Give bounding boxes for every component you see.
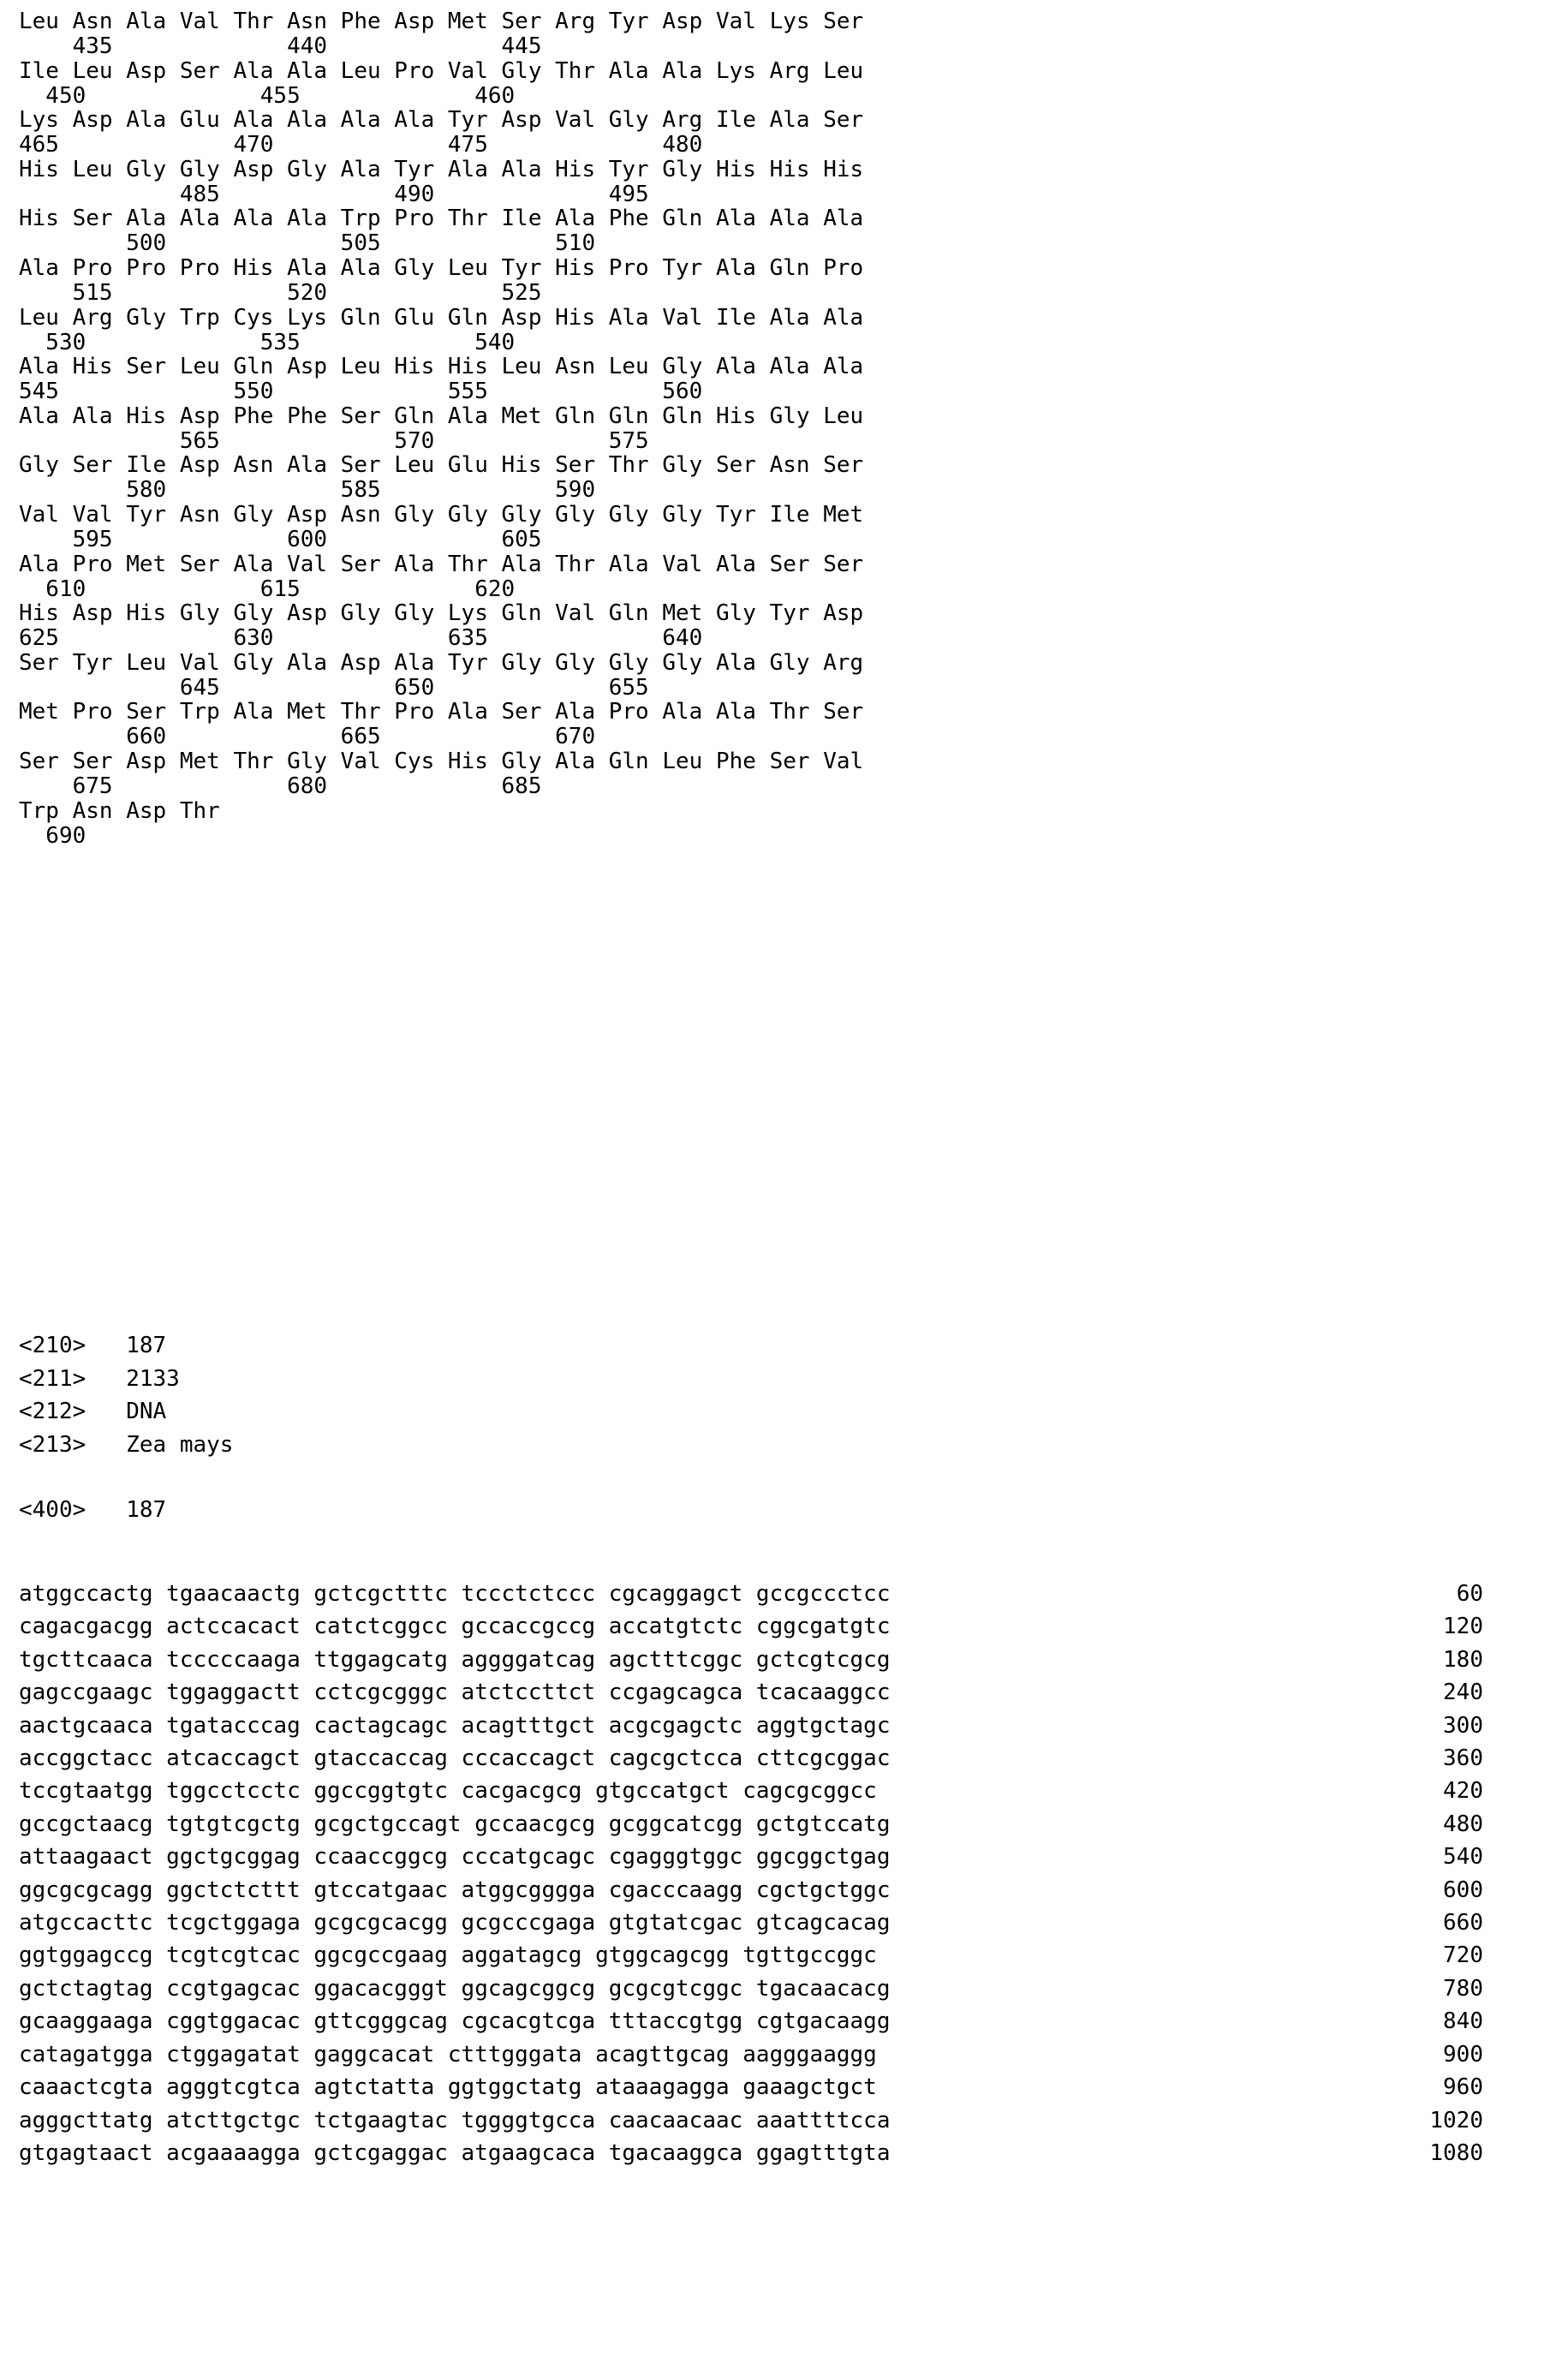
residue-line: Trp Asn Asp Thr: [19, 797, 220, 824]
residue-line: Ile Leu Asp Ser Ala Ala Leu Pro Val Gly Thr Ala Ala Lys Arg Leu: [19, 57, 864, 84]
residue-number-line: 580 585 590: [19, 477, 596, 504]
residue-line: Ala Pro Pro Pro His Ala Ala Gly Leu Tyr His Pro Tyr Ala Gln Pro: [19, 254, 864, 281]
dna-position-number: 120: [1443, 1614, 1483, 1640]
residue-number-line: 690: [19, 822, 86, 849]
dna-sequence-text: atggccactg tgaacaactg gctcgctttc tccctctccc cgcaggagct gccgccctcc: [19, 1581, 891, 1607]
protein-row: [19, 354, 1389, 403]
dna-position-number: 1020: [1429, 2107, 1483, 2133]
residue-number-line: 610 615 620: [19, 576, 516, 602]
protein-row: [19, 452, 1389, 502]
meta-line-210: <210> 187: [19, 1333, 167, 1358]
dna-position-number: 60: [1456, 1581, 1483, 1607]
dna-sequence-text: gccgctaacg tgtgtcgctg gcgctgccagt gccaacgcg gcggcatcgg gctgtccatg: [19, 1811, 891, 1837]
protein-sequence-block: [19, 9, 1389, 847]
dna-position-number: 840: [1443, 2008, 1483, 2035]
protein-row: [19, 9, 1389, 58]
protein-row: [19, 305, 1389, 355]
dna-row: [19, 2005, 1526, 2038]
dna-sequence-text: agggcttatg atcttgctgc tctgaagtac tggggtgcca caacaacaac aaattttcca: [19, 2107, 891, 2133]
residue-line: His Ser Ala Ala Ala Ala Trp Pro Thr Ile Ala Phe Gln Ala Ala Ala: [19, 206, 864, 232]
residue-line: Leu Asn Ala Val Thr Asn Phe Asp Met Ser Arg Tyr Asp Val Lys Ser: [19, 9, 864, 34]
residue-number-line: 565 570 575: [19, 427, 649, 454]
dna-row: [19, 1610, 1526, 1643]
sequence-metadata-block: [19, 1329, 233, 1527]
residue-line: Gly Ser Ile Asp Asn Ala Ser Leu Glu His Ser Thr Gly Ser Asn Ser: [19, 452, 864, 479]
residue-line: Val Val Tyr Asn Gly Asp Asn Gly Gly Gly Gly Gly Gly Tyr Ile Met: [19, 501, 864, 528]
dna-row: [19, 1710, 1526, 1742]
dna-sequence-text: tgcttcaaca tcccccaaga ttggagcatg aggggatcag agctttcggc gctcgtcgcg: [19, 1646, 891, 1673]
protein-row: [19, 798, 1389, 848]
residue-number-line: 530 535 540: [19, 329, 516, 355]
dna-sequence-text: ggcgcgcagg ggctctcttt gtccatgaac atggcgggga cgacccaagg cgctgctggc: [19, 1877, 891, 1903]
sequence-header-400: <400> 187: [19, 1497, 167, 1523]
dna-sequence-text: tccgtaatgg tggcctcctc ggccggtgtc cacgacgcg gtgccatgct cagcgcggcc: [19, 1778, 877, 1805]
residue-line: Ser Ser Asp Met Thr Gly Val Cys His Gly Ala Gln Leu Phe Ser Val: [19, 748, 864, 774]
dna-row: [19, 1644, 1526, 1676]
residue-number-line: 545 550 555 560: [19, 379, 703, 405]
dna-position-number: 480: [1443, 1811, 1483, 1837]
residue-line: Met Pro Ser Trp Ala Met Thr Pro Ala Ser Ala Pro Ala Ala Thr Ser: [19, 699, 864, 725]
dna-position-number: 240: [1443, 1680, 1483, 1706]
residue-line: Ala His Ser Leu Gln Asp Leu His His Leu Asn Leu Gly Ala Ala Ala: [19, 354, 864, 380]
dna-row: [19, 1578, 1526, 1610]
residue-number-line: 435 440 445: [19, 33, 542, 59]
residue-line: Ala Pro Met Ser Ala Val Ser Ala Thr Ala Thr Ala Val Ala Ser Ser: [19, 551, 864, 577]
dna-sequence-block: [19, 1578, 1526, 2169]
dna-position-number: 900: [1443, 2041, 1483, 2068]
residue-line: His Asp His Gly Gly Asp Gly Gly Lys Gln Val Gln Met Gly Tyr Asp: [19, 600, 864, 627]
dna-row: [19, 1742, 1526, 1775]
protein-row: [19, 157, 1389, 206]
dna-row: [19, 1808, 1526, 1841]
residue-line: Ser Tyr Leu Val Gly Ala Asp Ala Tyr Gly Gly Gly Gly Ala Gly Arg: [19, 649, 864, 676]
meta-line-212: <212> DNA: [19, 1399, 167, 1424]
dna-sequence-text: gcaaggaaga cggtggacac gttcgggcag cgcacgtcga tttaccgtgg cgtgacaagg: [19, 2008, 891, 2035]
dna-row: [19, 1841, 1526, 1873]
dna-position-number: 720: [1443, 1942, 1483, 1969]
residue-line: Ala Ala His Asp Phe Phe Ser Gln Ala Met Gln Gln Gln His Gly Leu: [19, 403, 864, 429]
residue-number-line: 450 455 460: [19, 82, 516, 109]
dna-position-number: 540: [1443, 1844, 1483, 1871]
dna-sequence-text: atgccacttc tcgctggaga gcgcgcacgg gcgcccgaga gtgtatcgac gtcagcacag: [19, 1910, 891, 1936]
protein-row: [19, 749, 1389, 798]
residue-number-line: 645 650 655: [19, 674, 649, 701]
dna-position-number: 300: [1443, 1712, 1483, 1739]
residue-number-line: 625 630 635 640: [19, 625, 703, 652]
dna-row: [19, 1972, 1526, 2005]
dna-position-number: 420: [1443, 1778, 1483, 1805]
dna-sequence-text: cagacgacgg actccacact catctcggcc gccaccgccg accatgtctc cggcgatgtc: [19, 1614, 891, 1640]
protein-row: [19, 600, 1389, 650]
dna-sequence-text: gtgagtaact acgaaaagga gctcgaggac atgaagcaca tgacaaggca ggagtttgta: [19, 2139, 891, 2166]
protein-row: [19, 552, 1389, 601]
dna-position-number: 780: [1443, 1975, 1483, 2002]
meta-line-211: <211> 2133: [19, 1365, 180, 1392]
dna-row: [19, 1906, 1526, 1939]
dna-position-number: 360: [1443, 1745, 1483, 1772]
dna-row: [19, 1939, 1526, 1972]
residue-line: Lys Asp Ala Glu Ala Ala Ala Ala Tyr Asp Val Gly Arg Ile Ala Ser: [19, 107, 864, 134]
dna-row: [19, 1676, 1526, 1709]
protein-row: [19, 206, 1389, 255]
dna-sequence-text: aactgcaaca tgatacccag cactagcagc acagtttgct acgcgagctc aggtgctagc: [19, 1712, 891, 1739]
dna-sequence-text: caaactcgta agggtcgtca agtctatta ggtggctatg ataaagagga gaaagctgct: [19, 2074, 877, 2101]
dna-sequence-text: gagccgaagc tggaggactt cctcgcgggc atctccttct ccgagcagca tcacaaggcc: [19, 1680, 891, 1706]
dna-row: [19, 2137, 1526, 2169]
dna-position-number: 1080: [1429, 2139, 1483, 2166]
residue-number-line: 675 680 685: [19, 773, 542, 799]
residue-number-line: 660 665 670: [19, 724, 596, 750]
dna-position-number: 180: [1443, 1646, 1483, 1673]
dna-row: [19, 1775, 1526, 1807]
dna-sequence-text: accggctacc atcaccagct gtaccaccag cccaccagct cagcgctcca cttcgcggac: [19, 1745, 891, 1772]
protein-row: [19, 107, 1389, 157]
dna-position-number: 660: [1443, 1910, 1483, 1936]
residue-line: Leu Arg Gly Trp Cys Lys Gln Glu Gln Asp His Ala Val Ile Ala Ala: [19, 304, 864, 331]
dna-sequence-text: gctctagtag ccgtgagcac ggacacgggt ggcagcggcg gcgcgtcggc tgacaacacg: [19, 1975, 891, 2002]
protein-row: [19, 255, 1389, 305]
dna-position-number: 960: [1443, 2074, 1483, 2101]
protein-row: [19, 403, 1389, 453]
dna-row: [19, 1874, 1526, 1906]
residue-number-line: 515 520 525: [19, 279, 542, 306]
dna-position-number: 600: [1443, 1877, 1483, 1903]
dna-row: [19, 2071, 1526, 2103]
protein-row: [19, 58, 1389, 108]
protein-row: [19, 502, 1389, 552]
residue-number-line: 485 490 495: [19, 181, 649, 207]
dna-sequence-text: ggtggagccg tcgtcgtcac ggcgccgaag aggatagcg gtggcagcgg tgttgccggc: [19, 1942, 877, 1969]
protein-row: [19, 699, 1389, 749]
dna-row: [19, 2038, 1526, 2071]
dna-row: [19, 2104, 1526, 2137]
meta-line-213: <213> Zea mays: [19, 1431, 234, 1458]
residue-number-line: 465 470 475 480: [19, 132, 703, 158]
dna-sequence-text: catagatgga ctggagatat gaggcacat ctttgggata acagttgcag aagggaaggg: [19, 2041, 877, 2068]
residue-number-line: 500 505 510: [19, 230, 596, 257]
residue-number-line: 595 600 605: [19, 526, 542, 552]
protein-row: [19, 650, 1389, 700]
dna-sequence-text: attaagaact ggctgcggag ccaaccggcg cccatgcagc cgagggtggc ggcggctgag: [19, 1844, 891, 1871]
residue-line: His Leu Gly Gly Asp Gly Ala Tyr Ala Ala His Tyr Gly His His His: [19, 156, 864, 182]
